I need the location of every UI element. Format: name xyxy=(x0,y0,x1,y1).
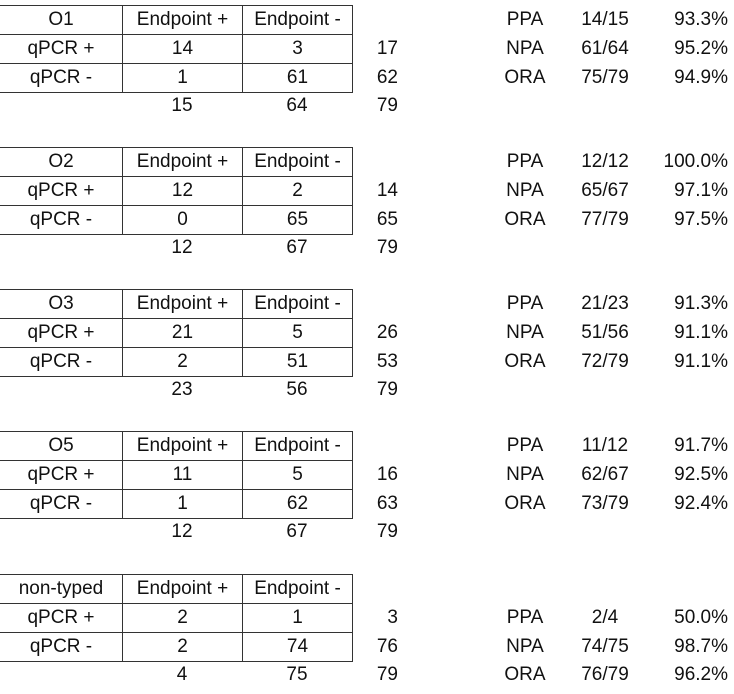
stat-percent: 91.3% xyxy=(674,293,728,314)
column-total: 64 xyxy=(286,95,308,116)
col-header-endpoint-neg: Endpoint - xyxy=(243,575,353,604)
column-total: 12 xyxy=(171,521,193,542)
cell-value: 14 xyxy=(123,35,243,64)
stat-fraction: 72/79 xyxy=(581,351,629,372)
stat-fraction: 12/12 xyxy=(581,151,629,172)
stat-fraction: 51/56 xyxy=(581,322,629,343)
contingency-table xyxy=(0,147,353,235)
contingency-group xyxy=(0,147,734,267)
row-header-qpcr-pos: qPCR + xyxy=(0,35,123,64)
table-row xyxy=(0,604,353,633)
col-header-endpoint-neg: Endpoint - xyxy=(243,432,353,461)
stat-percent: 50.0% xyxy=(674,607,728,628)
col-header-endpoint-pos: Endpoint + xyxy=(123,6,243,35)
stat-percent: 97.1% xyxy=(674,180,728,201)
stat-fraction: 61/64 xyxy=(581,38,629,59)
column-total: 12 xyxy=(171,237,193,258)
stat-percent: 91.7% xyxy=(674,435,728,456)
table-row xyxy=(0,633,353,662)
stat-percent: 92.5% xyxy=(674,464,728,485)
col-header-endpoint-neg: Endpoint - xyxy=(243,6,353,35)
group-name: O5 xyxy=(0,432,123,461)
table-row xyxy=(0,177,353,206)
row-total: 63 xyxy=(376,493,398,514)
stat-label: ORA xyxy=(504,664,546,685)
cell-value: 61 xyxy=(243,64,353,93)
cell-value: 5 xyxy=(243,319,353,348)
row-header-qpcr-pos: qPCR + xyxy=(0,319,123,348)
cell-value: 11 xyxy=(123,461,243,490)
cell-value: 1 xyxy=(123,64,243,93)
group-name: O1 xyxy=(0,6,123,35)
row-total: 76 xyxy=(376,636,398,657)
row-header-qpcr-pos: qPCR + xyxy=(0,461,123,490)
table-header-row xyxy=(0,575,353,604)
col-header-endpoint-pos: Endpoint + xyxy=(123,575,243,604)
stat-fraction: 75/79 xyxy=(581,67,629,88)
row-total: 62 xyxy=(376,67,398,88)
table-row xyxy=(0,348,353,377)
stat-label: NPA xyxy=(506,38,544,59)
stat-percent: 92.4% xyxy=(674,493,728,514)
table-header-row xyxy=(0,432,353,461)
grand-total: 79 xyxy=(376,664,398,685)
row-total: 65 xyxy=(376,209,398,230)
row-total: 17 xyxy=(376,38,398,59)
stat-label: PPA xyxy=(506,293,544,314)
stat-label: PPA xyxy=(506,607,544,628)
cell-value: 3 xyxy=(243,35,353,64)
table-row xyxy=(0,319,353,348)
stat-label: ORA xyxy=(504,67,546,88)
cell-value: 1 xyxy=(123,490,243,519)
contingency-group xyxy=(0,5,734,125)
contingency-table xyxy=(0,431,353,519)
contingency-table xyxy=(0,574,353,662)
cell-value: 2 xyxy=(123,348,243,377)
grand-total: 79 xyxy=(376,95,398,116)
cell-value: 5 xyxy=(243,461,353,490)
stat-fraction: 62/67 xyxy=(581,464,629,485)
stat-percent: 98.7% xyxy=(674,636,728,657)
row-header-qpcr-neg: qPCR - xyxy=(0,348,123,377)
col-header-endpoint-pos: Endpoint + xyxy=(123,432,243,461)
stat-fraction: 21/23 xyxy=(581,293,629,314)
row-header-qpcr-pos: qPCR + xyxy=(0,604,123,633)
stat-fraction: 77/79 xyxy=(581,209,629,230)
stat-label: NPA xyxy=(506,464,544,485)
row-total: 14 xyxy=(376,180,398,201)
cell-value: 2 xyxy=(123,633,243,662)
stat-fraction: 11/12 xyxy=(581,435,629,456)
cell-value: 2 xyxy=(123,604,243,633)
grand-total: 79 xyxy=(376,521,398,542)
stat-fraction: 2/4 xyxy=(591,607,619,628)
row-header-qpcr-neg: qPCR - xyxy=(0,206,123,235)
stat-fraction: 65/67 xyxy=(581,180,629,201)
stat-label: NPA xyxy=(506,636,544,657)
table-header-row xyxy=(0,148,353,177)
stat-percent: 91.1% xyxy=(674,322,728,343)
stat-label: ORA xyxy=(504,351,546,372)
row-total: 16 xyxy=(376,464,398,485)
cell-value: 51 xyxy=(243,348,353,377)
row-header-qpcr-pos: qPCR + xyxy=(0,177,123,206)
stat-label: ORA xyxy=(504,493,546,514)
column-total: 67 xyxy=(286,521,308,542)
stat-percent: 94.9% xyxy=(674,67,728,88)
grand-total: 79 xyxy=(376,237,398,258)
contingency-group xyxy=(0,289,734,409)
stat-label: PPA xyxy=(506,9,544,30)
group-name: non-typed xyxy=(0,575,123,604)
table-row xyxy=(0,64,353,93)
stat-percent: 96.2% xyxy=(674,664,728,685)
table-header-row xyxy=(0,6,353,35)
contingency-group xyxy=(0,574,734,694)
stat-fraction: 14/15 xyxy=(581,9,629,30)
contingency-group xyxy=(0,431,734,551)
cell-value: 74 xyxy=(243,633,353,662)
cell-value: 21 xyxy=(123,319,243,348)
column-total: 15 xyxy=(171,95,193,116)
stat-fraction: 76/79 xyxy=(581,664,629,685)
col-header-endpoint-pos: Endpoint + xyxy=(123,148,243,177)
cell-value: 1 xyxy=(243,604,353,633)
stat-percent: 97.5% xyxy=(674,209,728,230)
row-header-qpcr-neg: qPCR - xyxy=(0,633,123,662)
stat-label: PPA xyxy=(506,151,544,172)
row-total: 53 xyxy=(376,351,398,372)
contingency-table xyxy=(0,289,353,377)
row-header-qpcr-neg: qPCR - xyxy=(0,490,123,519)
column-total: 4 xyxy=(176,664,188,685)
stat-label: NPA xyxy=(506,180,544,201)
cell-value: 0 xyxy=(123,206,243,235)
stat-fraction: 73/79 xyxy=(581,493,629,514)
column-total: 75 xyxy=(286,664,308,685)
column-total: 67 xyxy=(286,237,308,258)
grand-total: 79 xyxy=(376,379,398,400)
group-name: O2 xyxy=(0,148,123,177)
stat-percent: 95.2% xyxy=(674,38,728,59)
col-header-endpoint-neg: Endpoint - xyxy=(243,290,353,319)
stat-fraction: 74/75 xyxy=(581,636,629,657)
cell-value: 12 xyxy=(123,177,243,206)
row-header-qpcr-neg: qPCR - xyxy=(0,64,123,93)
stat-percent: 100.0% xyxy=(663,151,728,172)
table-row xyxy=(0,206,353,235)
group-name: O3 xyxy=(0,290,123,319)
table-row xyxy=(0,490,353,519)
table-row xyxy=(0,35,353,64)
stat-label: NPA xyxy=(506,322,544,343)
stat-label: PPA xyxy=(506,435,544,456)
cell-value: 62 xyxy=(243,490,353,519)
table-header-row xyxy=(0,290,353,319)
col-header-endpoint-neg: Endpoint - xyxy=(243,148,353,177)
column-total: 23 xyxy=(171,379,193,400)
row-total: 3 xyxy=(387,607,398,628)
stat-percent: 91.1% xyxy=(674,351,728,372)
column-total: 56 xyxy=(286,379,308,400)
row-total: 26 xyxy=(376,322,398,343)
cell-value: 65 xyxy=(243,206,353,235)
table-row xyxy=(0,461,353,490)
cell-value: 2 xyxy=(243,177,353,206)
stat-label: ORA xyxy=(504,209,546,230)
col-header-endpoint-pos: Endpoint + xyxy=(123,290,243,319)
contingency-table xyxy=(0,5,353,93)
stat-percent: 93.3% xyxy=(674,9,728,30)
